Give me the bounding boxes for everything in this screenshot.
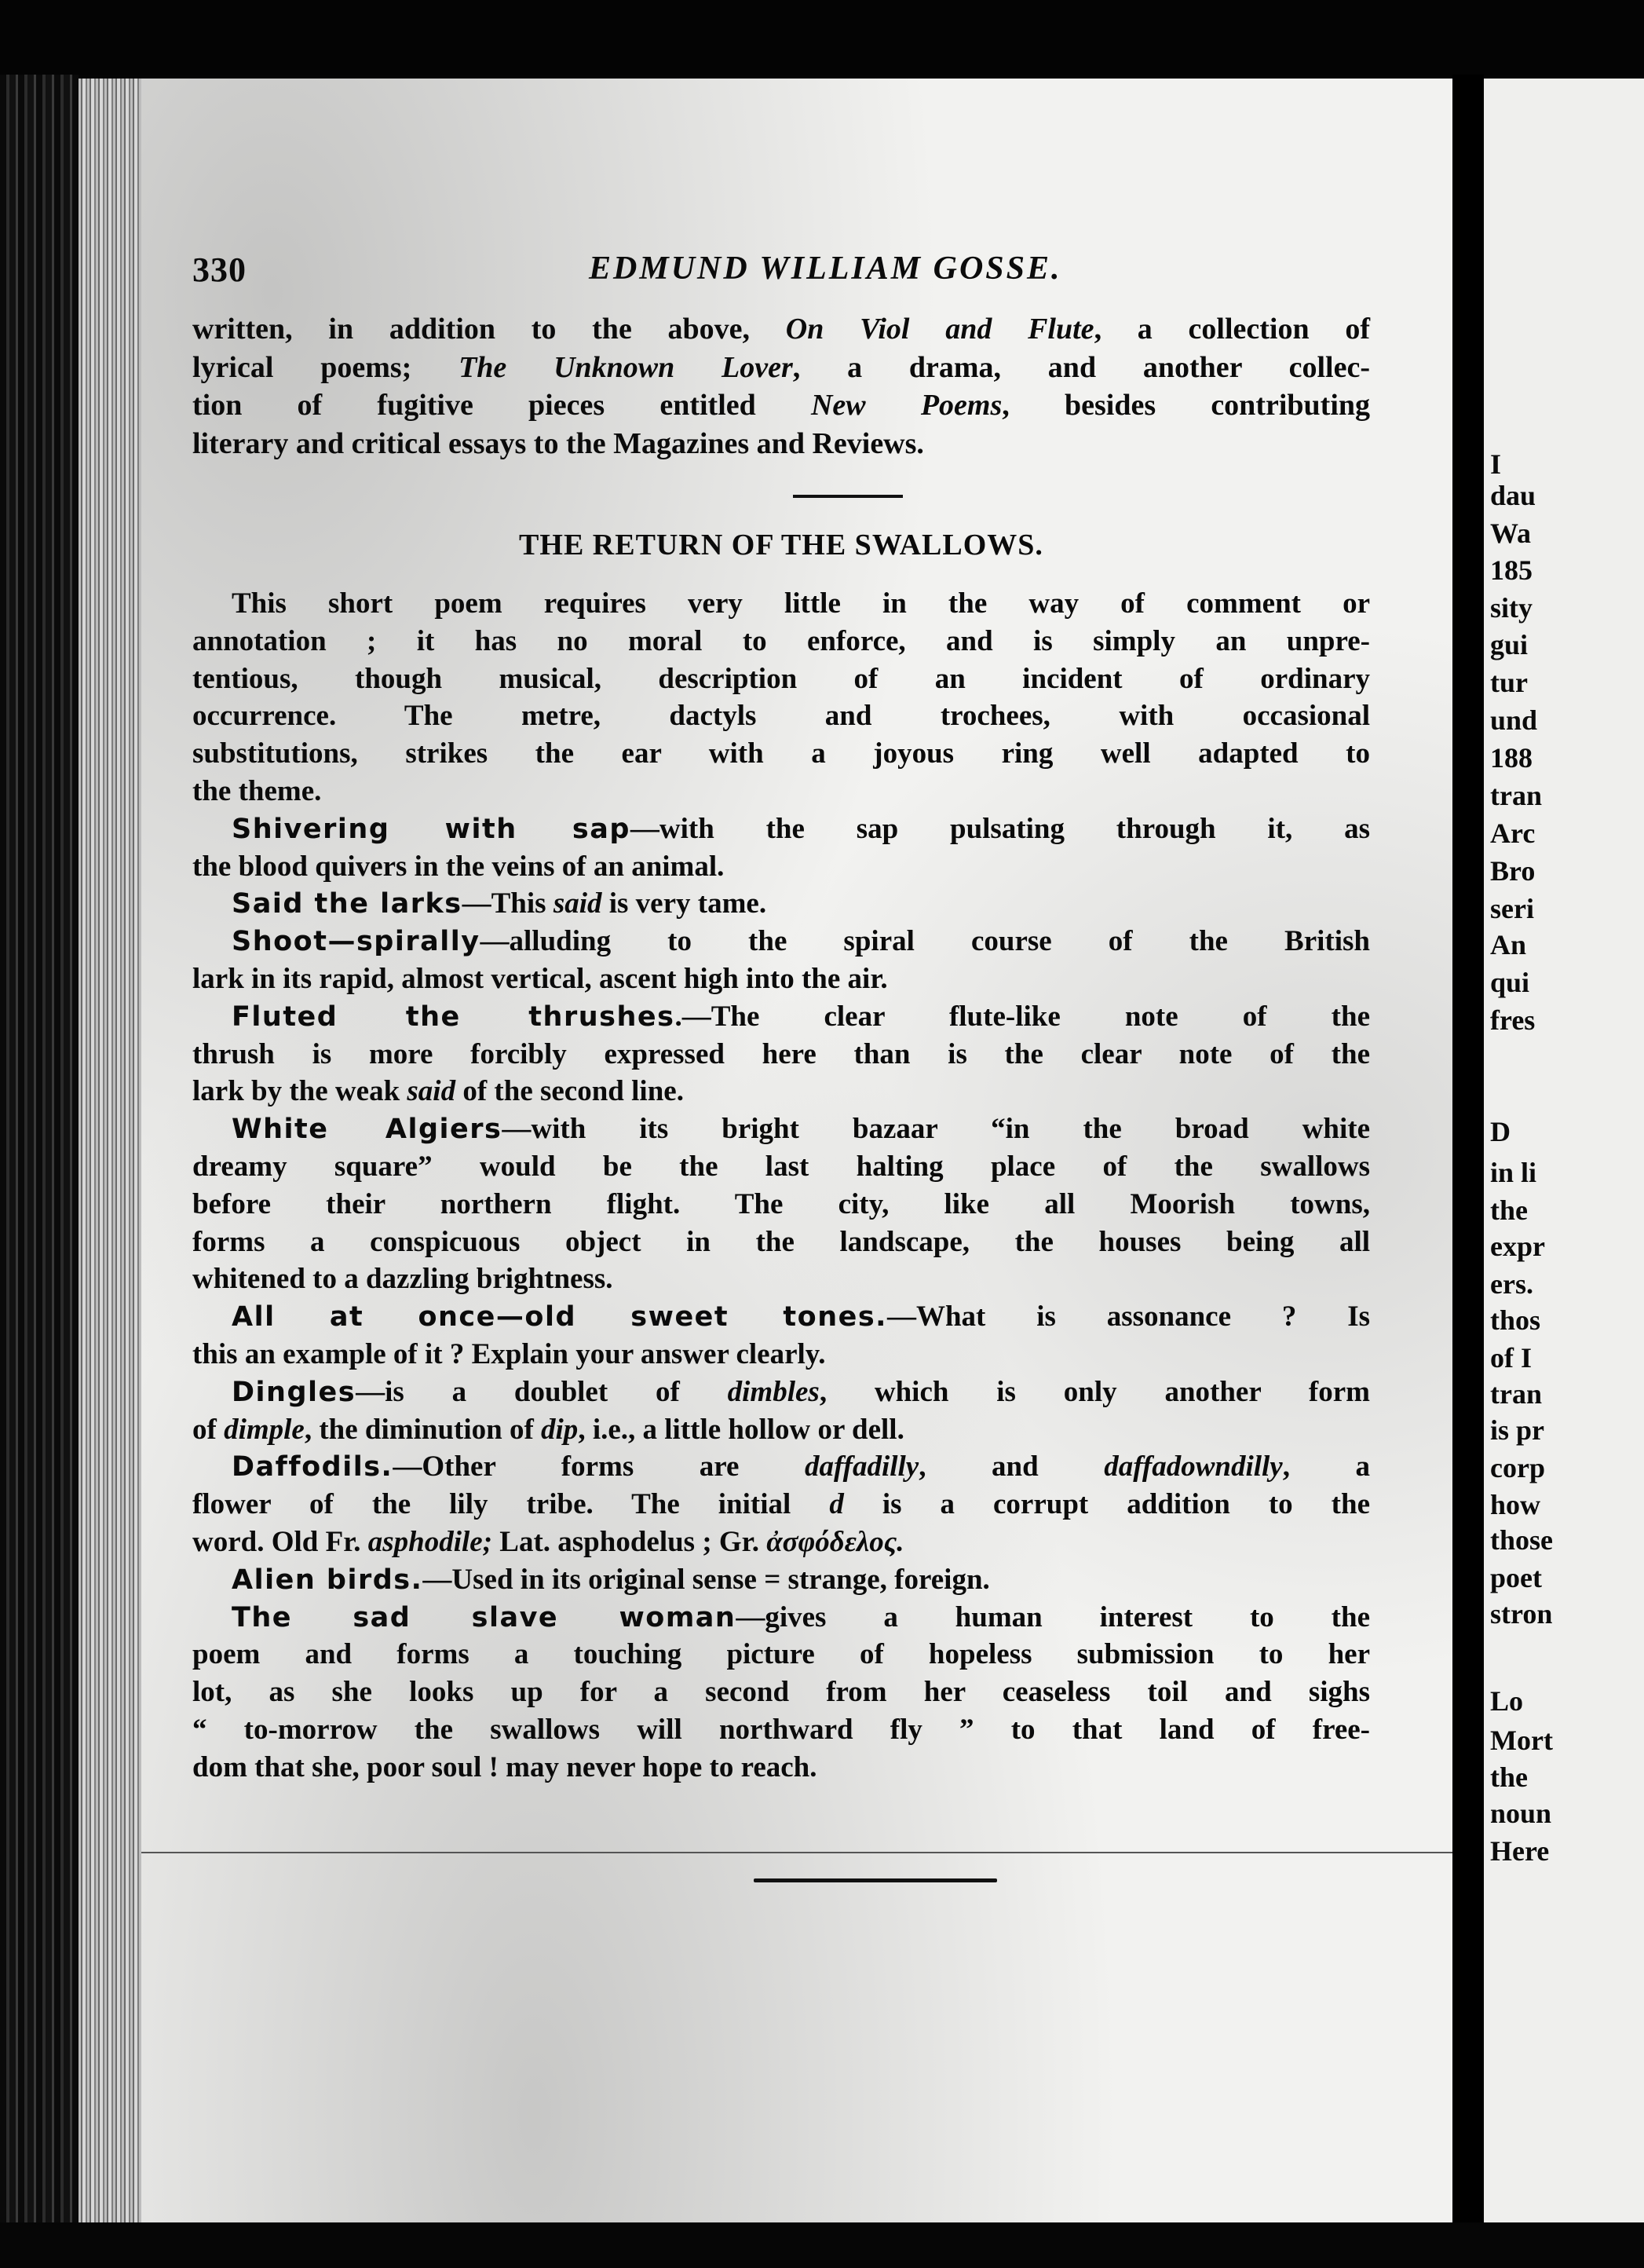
text-span: annotation ; it has no moral to enforce, and is simply an unpre-	[192, 624, 1370, 657]
facing-page-fragment: tran	[1490, 780, 1542, 811]
facing-page-fragment: stron	[1490, 1598, 1553, 1630]
facing-page-fragment: 188	[1490, 742, 1533, 774]
text-line	[192, 310, 1370, 349]
text-line	[192, 425, 1370, 463]
text-span: the blood quivers in the veins of an animal.	[192, 850, 725, 883]
note-line	[192, 960, 1370, 998]
facing-page-fragment: the	[1490, 1194, 1528, 1226]
text-span: —gives a human interest to the	[736, 1600, 1370, 1633]
text-span: written, in addition to the above,	[192, 313, 786, 346]
note-lemma: Dingles	[232, 1376, 356, 1408]
italic-word: d	[829, 1488, 844, 1521]
facing-page-fragment: sity	[1490, 592, 1533, 624]
note-line	[192, 1561, 1370, 1599]
text-line	[192, 623, 1370, 660]
note-line	[192, 1486, 1370, 1524]
facing-page-fragment: seri	[1490, 893, 1534, 924]
text-span: , i.e., a little hollow or dell.	[578, 1413, 904, 1446]
text-span: .—The clear flute-like note of the	[674, 1000, 1371, 1033]
text-span: occurrence. The metre, dactyls and trochees, with occasional	[192, 700, 1370, 733]
italic-word: dip	[541, 1413, 579, 1446]
note-lemma: Said the larks	[232, 888, 462, 920]
text-span: —Other forms are	[393, 1450, 805, 1483]
scan-border-bottom	[0, 2222, 1644, 2268]
running-head	[192, 250, 1386, 297]
note-line	[192, 810, 1370, 848]
text-line	[192, 735, 1370, 773]
text-span: “ to-morrow the swallows will northward fly ” to that land of free-	[192, 1713, 1370, 1746]
text-span: is very tame.	[601, 887, 767, 920]
note-line	[192, 1711, 1370, 1749]
scan-border-top	[0, 0, 1644, 75]
note-line	[192, 1224, 1370, 1261]
running-title: EDMUND WILLIAM GOSSE.	[589, 251, 1062, 287]
italic-word: dimple	[224, 1413, 305, 1446]
facing-page-fragment: Here	[1490, 1835, 1550, 1867]
text-line	[192, 585, 1370, 623]
note-line	[192, 998, 1370, 1036]
facing-page-fragment: noun	[1490, 1798, 1552, 1829]
facing-page-fragment: those	[1490, 1524, 1553, 1556]
note-line	[192, 1674, 1370, 1711]
facing-page-fragment: Wa	[1490, 518, 1532, 549]
page-number: 330	[192, 251, 247, 289]
scan-artifact-line	[141, 1852, 1452, 1853]
text-span: flower of the lily tribe. The initial	[192, 1488, 830, 1521]
note-line	[192, 1524, 1370, 1561]
facing-page-fragment: thos	[1490, 1304, 1541, 1336]
note-line	[192, 1374, 1370, 1411]
text-span: of the second line.	[455, 1075, 684, 1108]
note-line	[192, 1448, 1370, 1486]
facing-page-fragment: An	[1490, 929, 1527, 960]
facing-page-fragment: Arc	[1490, 818, 1536, 849]
note-lemma: The sad slave woman	[232, 1601, 736, 1633]
text-span: before their northern flight. The city, like all Moorish towns,	[192, 1187, 1370, 1220]
text-span: substitutions, strikes the ear with a joyous ring well adapted to	[192, 737, 1370, 770]
note-line	[192, 923, 1370, 960]
italic-word: said	[407, 1075, 456, 1108]
text-span: literary and critical essays to the Magazines and Reviews.	[192, 426, 924, 460]
text-span: , which is only another form	[819, 1375, 1370, 1408]
text-span: , and	[919, 1450, 1105, 1483]
facing-page-fragment: und	[1490, 704, 1538, 736]
facing-page-fragment: qui	[1490, 967, 1530, 998]
text-span: tion of fugitive pieces entitled	[192, 389, 811, 422]
text-span: dreamy square” would be the last halting place of the swallows	[192, 1150, 1370, 1183]
text-line	[192, 697, 1370, 735]
text-span: , besides contributing	[1002, 389, 1371, 422]
facing-page-edge	[1484, 79, 1644, 2222]
text-line	[192, 386, 1370, 425]
note-lemma: White Algiers	[232, 1114, 502, 1146]
note-line	[192, 1298, 1370, 1336]
text-span: lyrical poems;	[192, 350, 459, 384]
greek-word: ἀσφόδελος.	[766, 1525, 904, 1558]
facing-page-fragment: the	[1490, 1761, 1528, 1793]
text-span: —is a doublet of	[356, 1375, 728, 1408]
note-line	[192, 1749, 1370, 1787]
facing-page-fragment: poet	[1490, 1562, 1542, 1593]
text-span: this an example of it ? Explain your answer clearly.	[192, 1337, 826, 1370]
facing-page-fragment: Bro	[1490, 855, 1536, 887]
facing-page-fragment: is pr	[1490, 1414, 1545, 1446]
page-edges	[79, 79, 141, 2222]
text-span: Lat. asphodelus ; Gr.	[492, 1525, 767, 1558]
text-span: lark by the weak	[192, 1075, 407, 1108]
facing-page-fragment: ers.	[1490, 1268, 1533, 1300]
end-rule	[754, 1878, 997, 1882]
text-line	[192, 773, 1370, 810]
text-span: This short poem requires very little in the way of comment or	[232, 587, 1370, 620]
note-line	[192, 1036, 1370, 1074]
notes-body	[192, 585, 1370, 1787]
note-line	[192, 848, 1370, 886]
note-line	[192, 885, 1370, 923]
text-span: —Used in its original sense = strange, foreign.	[422, 1563, 990, 1596]
facing-page-fragment: fres	[1490, 1004, 1536, 1036]
italic-word: asphodile;	[367, 1525, 493, 1558]
facing-page-fragment: 185	[1490, 554, 1533, 586]
note-line	[192, 1186, 1370, 1224]
text-span: , the diminution of	[304, 1413, 542, 1446]
text-span: of	[192, 1413, 225, 1446]
facing-page-fragment: dau	[1490, 480, 1536, 511]
note-line	[192, 1110, 1370, 1148]
facing-page-fragment: how	[1490, 1489, 1541, 1520]
text-span: is a corrupt addition to the	[843, 1488, 1371, 1521]
facing-page-fragment: Mort	[1490, 1725, 1553, 1756]
facing-page-fragment: in li	[1490, 1157, 1537, 1188]
note-lemma: Fluted the thrushes	[232, 1000, 675, 1033]
text-span: —This	[462, 887, 553, 920]
text-span: forms a conspicuous object in the landscape, the houses being all	[192, 1225, 1370, 1258]
text-span: whitened to a dazzling brightness.	[192, 1263, 613, 1296]
text-span: dom that she, poor soul ! may never hope to reach.	[192, 1750, 817, 1783]
note-lemma: Alien birds.	[232, 1564, 423, 1596]
note-lemma: Shoot—spirally	[232, 926, 480, 958]
note-line	[192, 1073, 1370, 1110]
text-line	[192, 660, 1370, 698]
text-span: thrush is more forcibly expressed here than is the clear note of the	[192, 1037, 1370, 1070]
note-lemma: Daffodils.	[232, 1451, 393, 1483]
text-span: —alluding to the spiral course of the British	[480, 925, 1370, 958]
text-span: —with its bright bazaar “in the broad white	[502, 1113, 1370, 1146]
text-span: word. Old Fr.	[192, 1525, 368, 1558]
section-divider	[793, 495, 903, 498]
facing-page-fragment: Lo	[1490, 1685, 1524, 1717]
facing-page-fragment: of I	[1490, 1342, 1532, 1374]
facing-page-fragment: tran	[1490, 1378, 1542, 1410]
book-title: The Unknown Lover	[458, 350, 793, 384]
note-line	[192, 1599, 1370, 1637]
italic-word: dimbles	[727, 1375, 820, 1408]
book-gutter	[1452, 75, 1484, 2226]
note-line	[192, 1260, 1370, 1298]
note-line	[192, 1148, 1370, 1186]
facing-page-fragment: expr	[1490, 1231, 1545, 1262]
book-title: New Poems	[810, 389, 1003, 422]
note-lemma: Shivering with sap	[232, 813, 630, 845]
book-binding	[0, 0, 79, 2268]
text-span: —with the sap pulsating through it, as	[630, 812, 1370, 845]
text-span: , a	[1282, 1450, 1371, 1483]
facing-page-fragment: corp	[1490, 1452, 1545, 1483]
note-line	[192, 1336, 1370, 1374]
italic-word: daffadowndilly	[1104, 1450, 1283, 1483]
note-line	[192, 1636, 1370, 1674]
text-span: , a collection of	[1094, 313, 1370, 346]
text-span: the theme.	[192, 774, 322, 807]
italic-word: said	[553, 887, 602, 920]
facing-page-fragment: D	[1490, 1116, 1511, 1147]
text-span: lot, as she looks up for a second from her ceaseless toil and sighs	[192, 1676, 1370, 1709]
text-span: lark in its rapid, almost vertical, ascent high into the air.	[192, 962, 888, 995]
intro-paragraph	[192, 310, 1370, 463]
section-title: THE RETURN OF THE SWALLOWS.	[519, 529, 1043, 562]
note-line	[192, 1411, 1370, 1449]
text-span: tentious, though musical, description of an incident of ordinary	[192, 662, 1370, 695]
text-span: , a drama, and another collec-	[792, 350, 1370, 384]
book-title: On Viol and Flute	[785, 313, 1094, 346]
text-line	[192, 349, 1370, 387]
note-lemma: All at once—old sweet tones.	[232, 1301, 887, 1333]
italic-word: daffadilly	[804, 1450, 919, 1483]
facing-page-fragment: tur	[1490, 667, 1528, 698]
text-span: poem and forms a touching picture of hopeless submission to her	[192, 1638, 1370, 1671]
facing-page-fragment: I	[1490, 448, 1502, 480]
facing-page-fragment: gui	[1490, 629, 1529, 660]
text-span: —What is assonance ? Is	[886, 1300, 1370, 1333]
